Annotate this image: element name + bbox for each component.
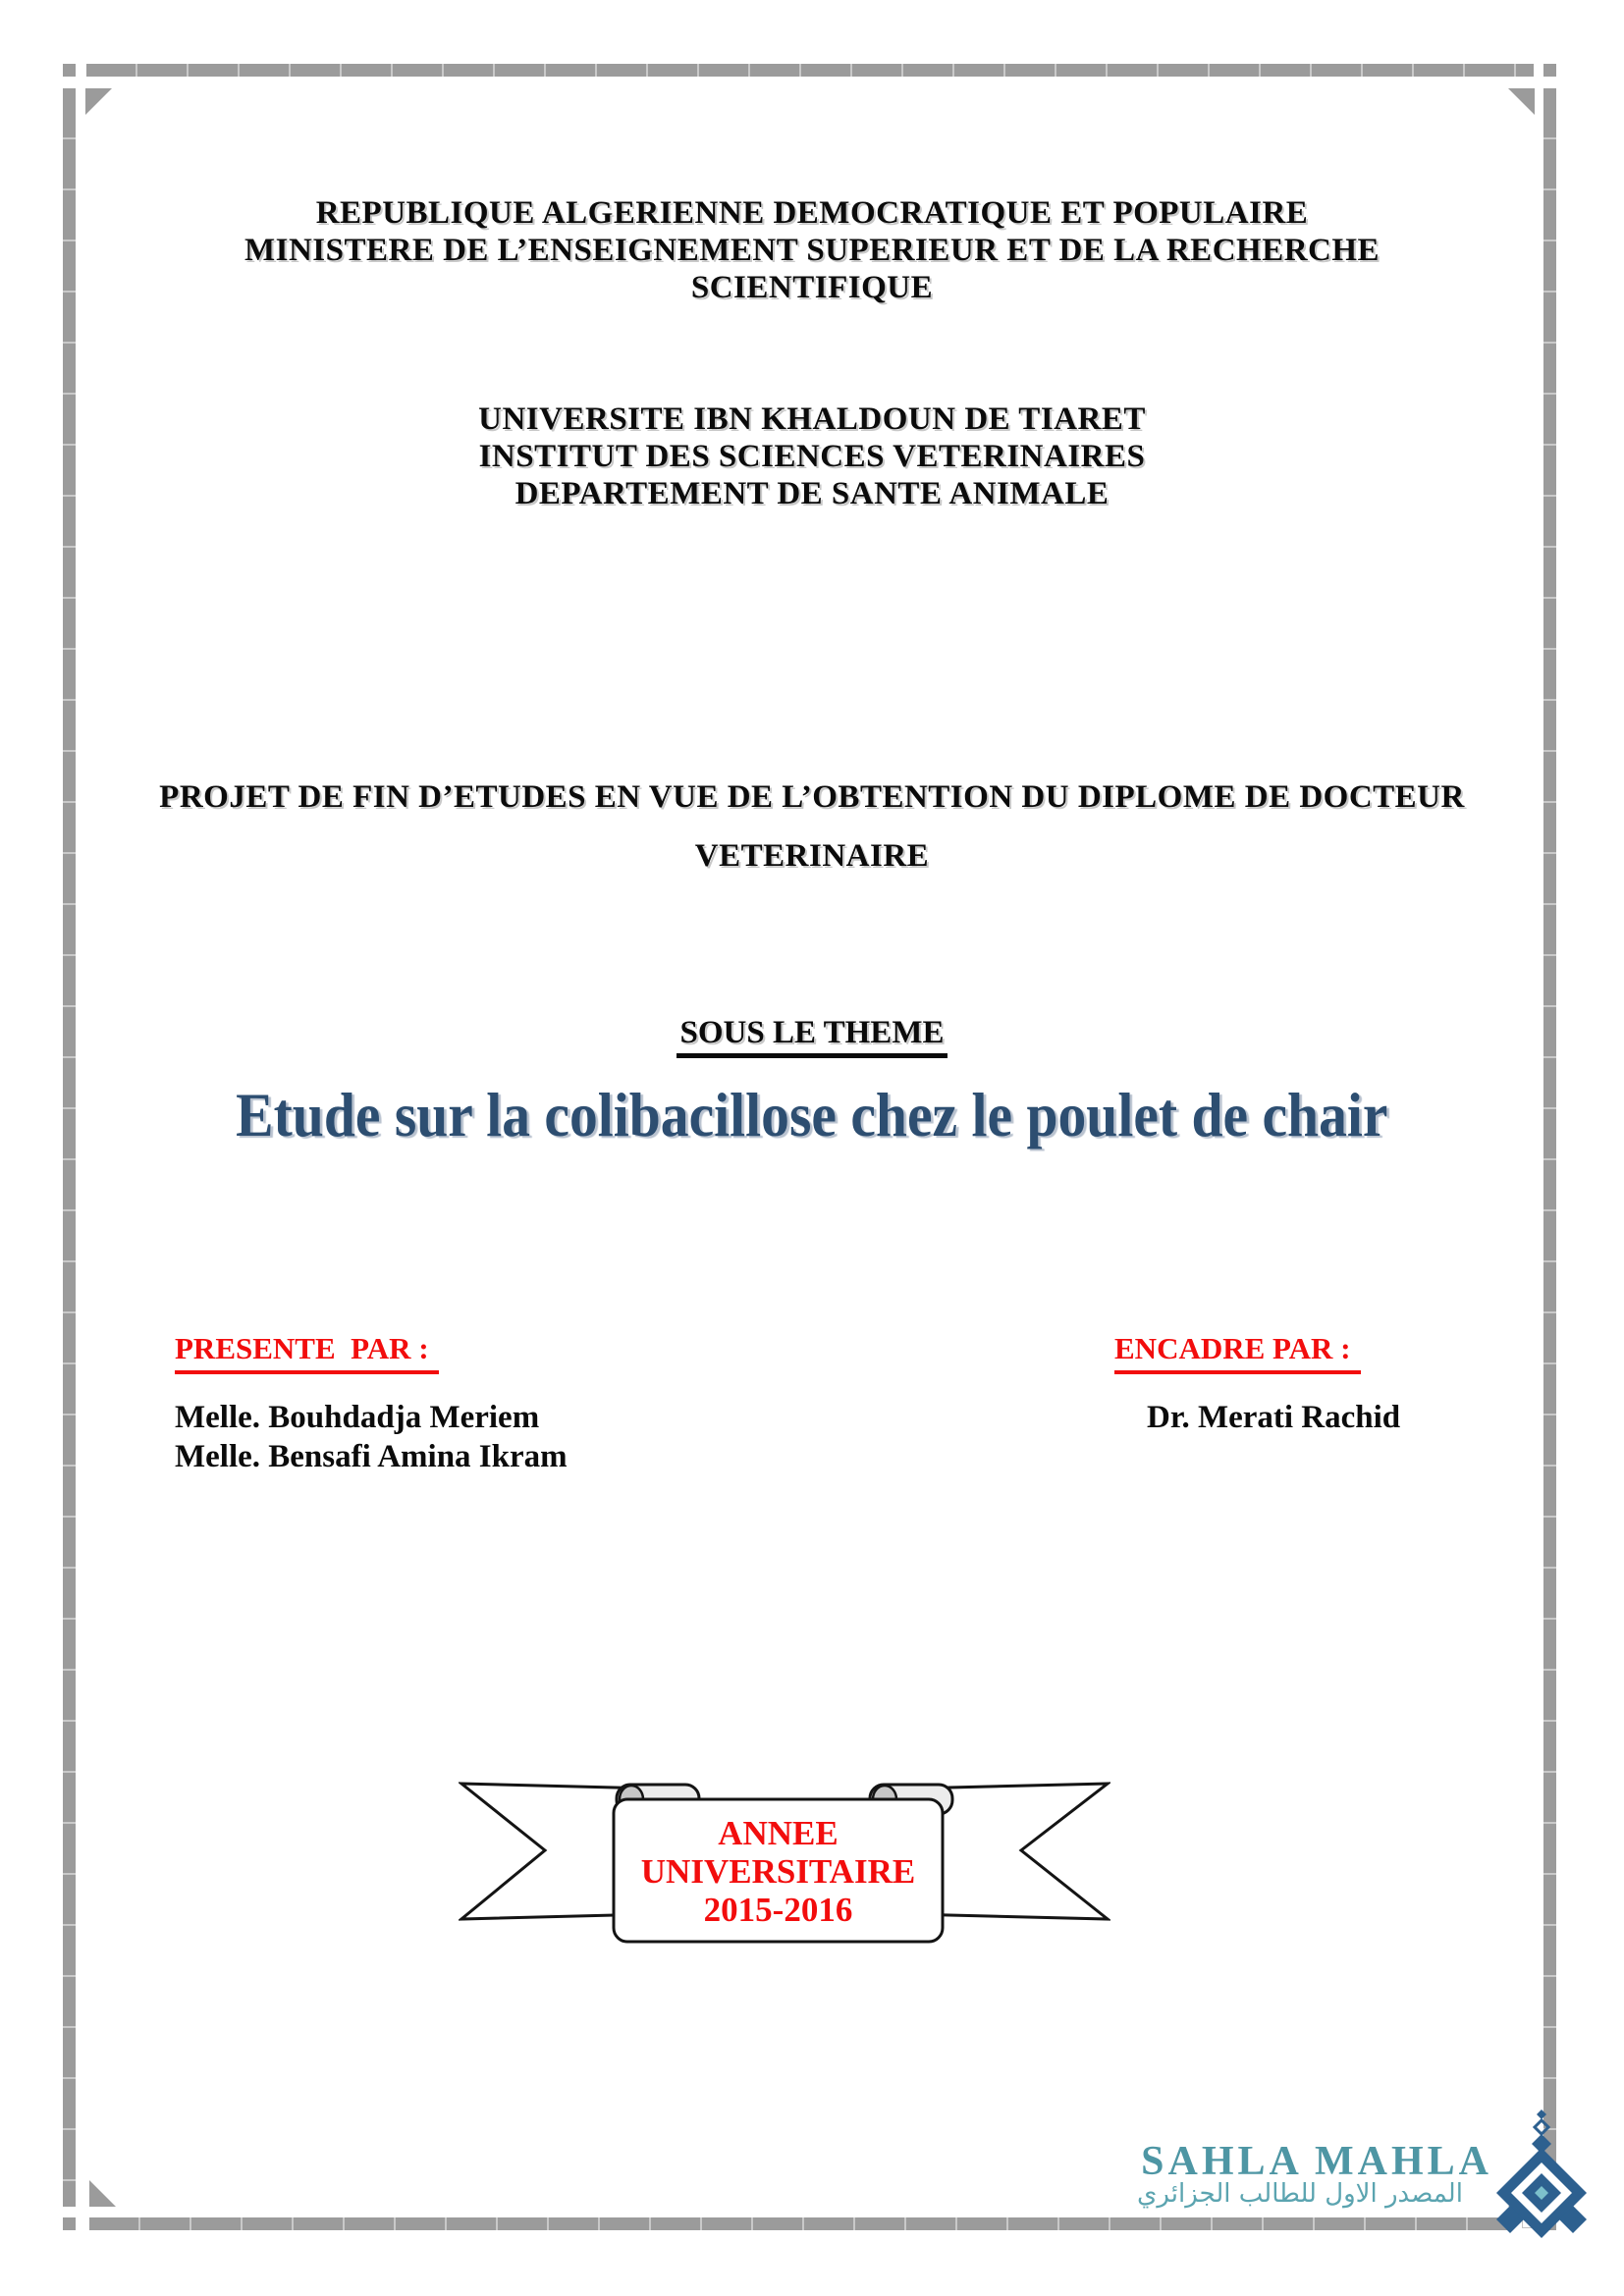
republic-line: REPUBLIQUE ALGERIENNE DEMOCRATIQUE ET POPULAIRE	[315, 195, 1309, 231]
university-line: UNIVERSITE IBN KHALDOUN DE TIARET	[478, 401, 1146, 437]
border-corner-square-top-left	[63, 64, 76, 77]
degree-line-2: VETERINAIRE	[694, 838, 930, 874]
corner-triangle-icon-top-left	[85, 88, 112, 115]
supervisor-name: Dr. Merati Rachid	[1147, 1400, 1401, 1435]
border-corner-square-bottom-left	[63, 2217, 76, 2230]
border-right-bar	[1543, 88, 1556, 2230]
banner-line-1: ANNEE	[718, 1813, 839, 1852]
presenter-name-1: Melle. Bouhdadja Meriem	[175, 1400, 540, 1435]
ministry-line: MINISTERE DE L’ENSEIGNEMENT SUPERIEUR ET DE LA RECHERCHE	[244, 233, 1380, 268]
corner-triangle-icon-top-right	[1508, 88, 1535, 115]
border-bottom-bar	[89, 2217, 1509, 2230]
title-block	[88, 1080, 1536, 1150]
supervised-by-heading: ENCADRE PAR :	[1114, 1331, 1361, 1374]
republic-header	[88, 194, 1536, 306]
border-corner-square-top-right	[1543, 64, 1556, 77]
banner-line-2: UNIVERSITAIRE	[640, 1851, 916, 1891]
banner-line-3: 2015-2016	[703, 1890, 853, 1929]
academic-year-banner	[459, 1779, 1110, 1948]
department-line: DEPARTEMENT DE SANTE ANIMALE	[514, 476, 1110, 511]
page-title: Etude sur la colibacillose chez le poulet de chair	[236, 1080, 1388, 1149]
border-left-bar	[63, 88, 76, 2207]
watermark-tagline: المصدر الاول للطالب الجزائري	[1137, 2179, 1463, 2209]
corner-triangle-icon-bottom-left	[89, 2180, 116, 2207]
institution-block	[88, 400, 1536, 512]
border-top-bar	[86, 64, 1534, 77]
ministry-line-2: SCIENTIFIQUE	[690, 270, 934, 305]
theme-label: SOUS LE THEME	[677, 1015, 948, 1058]
academic-year-text	[614, 1800, 943, 1942]
presented-by-heading: PRESENTE PAR :	[175, 1331, 439, 1374]
presenter-name-2: Melle. Bensafi Amina Ikram	[175, 1439, 568, 1474]
institute-line: INSTITUT DES SCIENCES VETERINAIRES	[478, 439, 1146, 474]
watermark-brand: SAHLA MAHLA	[1141, 2139, 1492, 2184]
presenter-names	[175, 1398, 568, 1476]
theme-label-block	[88, 1015, 1536, 1058]
degree-statement	[88, 768, 1536, 885]
watermark-logo-icon	[1496, 2109, 1587, 2238]
degree-line-1: PROJET DE FIN D’ETUDES EN VUE DE L’OBTENTION DU DIPLOME DE DOCTEUR	[159, 779, 1465, 815]
